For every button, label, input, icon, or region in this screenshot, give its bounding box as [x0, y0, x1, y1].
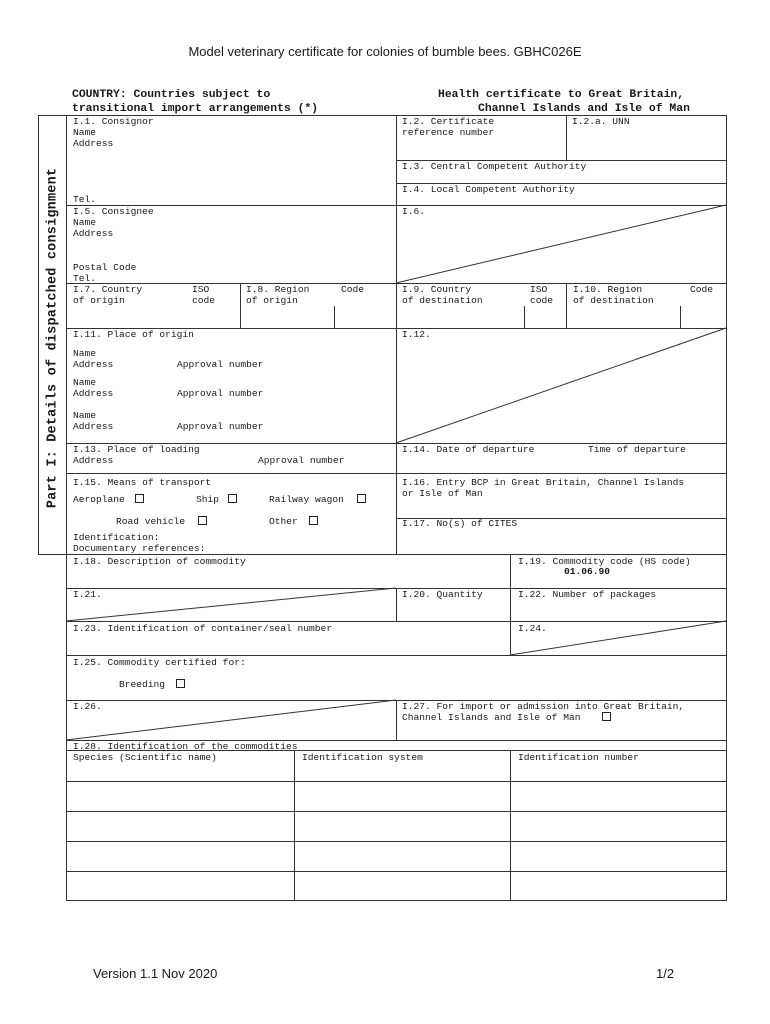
part-one-label: Part I: Details of dispatched consignment — [45, 167, 61, 509]
country-line-1: COUNTRY: Countries subject to — [72, 89, 271, 101]
i7-country-label-1: I.7. Country — [73, 284, 143, 295]
i27-import-checkbox[interactable] — [602, 712, 611, 721]
i13-place-of-loading-label: I.13. Place of loading — [73, 444, 200, 455]
i1-name-label: Name — [73, 127, 97, 138]
i10-region-label-1: I.10. Region — [573, 284, 643, 295]
i21-diagonal — [66, 588, 396, 621]
i11-approval-label-1: Approval number — [177, 359, 264, 370]
i28-col-system-header: Identification system — [302, 752, 423, 763]
i15-means-of-transport-label: I.15. Means of transport — [73, 477, 212, 488]
i5-tel-label: Tel. — [73, 273, 97, 284]
i15-railway-checkbox[interactable] — [357, 494, 366, 503]
i28-col-number-header: Identification number — [518, 752, 639, 763]
i14-date-label: I.14. Date of departure — [402, 444, 535, 455]
i19-commodity-code-value: 01.06.90 — [564, 566, 611, 577]
i15-ship-checkbox[interactable] — [228, 494, 237, 503]
i28-col-species-header: Species (Scientific name) — [73, 752, 217, 763]
i8-code-label: Code — [341, 284, 365, 295]
i25-certified-for-label: I.25. Commodity certified for: — [73, 657, 246, 668]
i15-other-checkbox[interactable] — [309, 516, 318, 525]
footer-version: Version 1.1 Nov 2020 — [93, 966, 218, 981]
i12-diagonal — [396, 328, 726, 443]
i15-other-label: Other — [269, 516, 298, 527]
i5-address-label: Address — [73, 228, 114, 239]
i7-country-label-2: of origin — [73, 295, 125, 306]
i15-road-vehicle-label: Road vehicle — [116, 516, 186, 527]
i25-breeding-checkbox[interactable] — [176, 679, 185, 688]
i14-time-label: Time of departure — [588, 444, 686, 455]
i1-address-label: Address — [73, 138, 114, 149]
i1-tel-label: Tel. — [73, 194, 97, 205]
i11-address-label-1: Address — [73, 359, 114, 370]
i26-label: I.26. — [73, 701, 102, 712]
i9-iso-label-1: ISO — [530, 284, 548, 295]
i11-address-label-3: Address — [73, 421, 114, 432]
i5-name-label: Name — [73, 217, 97, 228]
i15-aeroplane-label: Aeroplane — [73, 494, 125, 505]
i17-cites-label: I.17. No(s) of CITES — [402, 518, 518, 529]
i26-diagonal — [66, 700, 396, 740]
country-line-2: transitional import arrangements (*) — [72, 103, 319, 115]
i27-import-label-1: I.27. For import or admission into Great Britain, — [402, 701, 685, 712]
i15-railway-label: Railway wagon — [269, 494, 344, 505]
i27-import-label-2: Channel Islands and Isle of Man — [402, 712, 581, 723]
i9-country-label-1: I.9. Country — [402, 284, 472, 295]
i11-approval-label-3: Approval number — [177, 421, 264, 432]
i9-iso-label-2: code — [530, 295, 554, 306]
i21-label: I.21. — [73, 589, 102, 600]
i2a-unn-label: I.2.a. UNN — [572, 116, 630, 127]
i16-entry-bcp-label-2: or Isle of Man — [402, 488, 483, 499]
i5-postal-code-label: Postal Code — [73, 262, 137, 273]
footer-page-number: 1/2 — [656, 966, 675, 981]
i7-iso-label-2: code — [192, 295, 216, 306]
certificate-title-line-2: Channel Islands and Isle of Man — [478, 103, 690, 115]
i7-iso-label-1: ISO — [192, 284, 210, 295]
certificate-title-line-1: Health certificate to Great Britain, — [438, 89, 685, 101]
i9-country-label-2: of destination — [402, 295, 483, 306]
i24-label: I.24. — [518, 623, 547, 634]
i11-place-of-origin-label: I.11. Place of origin — [73, 329, 194, 340]
i6-diagonal — [396, 205, 726, 283]
i13-approval-label: Approval number — [258, 455, 345, 466]
i15-aeroplane-checkbox[interactable] — [135, 494, 144, 503]
i11-name-label-2: Name — [73, 377, 97, 388]
i2-label-line-2: reference number — [402, 127, 495, 138]
i11-approval-label-2: Approval number — [177, 388, 264, 399]
i3-central-authority-label: I.3. Central Competent Authority — [402, 161, 587, 172]
i18-description-label: I.18. Description of commodity — [73, 556, 246, 567]
i23-container-seal-label: I.23. Identification of container/seal number — [73, 623, 333, 634]
i28-identification-label: I.28. Identification of the commodities — [73, 741, 298, 752]
i11-name-label-3: Name — [73, 410, 97, 421]
i25-breeding-label: Breeding — [119, 679, 166, 690]
i1-consignor-label: I.1. Consignor — [73, 116, 154, 127]
i22-packages-label: I.22. Number of packages — [518, 589, 657, 600]
i15-identification-label: Identification: — [73, 532, 160, 543]
i4-local-authority-label: I.4. Local Competent Authority — [402, 184, 575, 195]
i10-region-label-2: of destination — [573, 295, 654, 306]
i15-documentary-references-label: Documentary references: — [73, 543, 206, 554]
i15-ship-label: Ship — [196, 494, 220, 505]
i12-label: I.12. — [402, 329, 431, 340]
document-title: Model veterinary certificate for colonies of bumble bees. GBHC026E — [188, 44, 582, 59]
i6-label: I.6. — [402, 206, 426, 217]
i13-address-label: Address — [73, 455, 114, 466]
i8-region-label-1: I.8. Region — [246, 284, 310, 295]
i15-road-vehicle-checkbox[interactable] — [198, 516, 207, 525]
i5-consignee-label: I.5. Consignee — [73, 206, 154, 217]
i10-code-label: Code — [690, 284, 714, 295]
i2-label-line-1: I.2. Certificate — [402, 116, 495, 127]
i11-name-label-1: Name — [73, 348, 97, 359]
i8-region-label-2: of origin — [246, 295, 298, 306]
i11-address-label-2: Address — [73, 388, 114, 399]
i16-entry-bcp-label-1: I.16. Entry BCP in Great Britain, Channel Islands — [402, 477, 685, 488]
i20-quantity-label: I.20. Quantity — [402, 589, 483, 600]
i19-commodity-code-label: I.19. Commodity code (HS code) — [518, 556, 691, 567]
